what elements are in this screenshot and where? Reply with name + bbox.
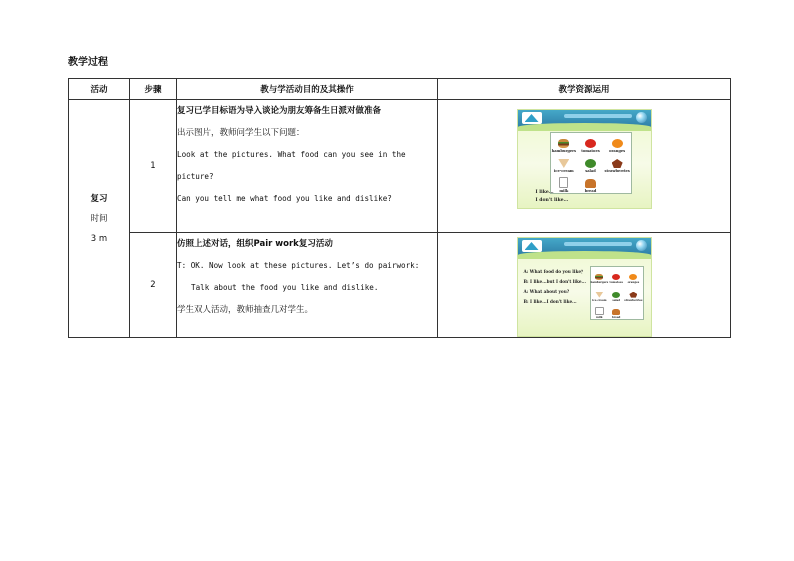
step-heading: 仿照上述对话，组织Pair work复习活动 <box>177 239 333 249</box>
instruction-line: T: OK. Now look at these pictures. Let’s do pairwork: <box>177 261 420 270</box>
orange-icon <box>629 274 637 280</box>
lesson-table <box>68 78 731 338</box>
food-item <box>624 284 642 301</box>
slide-sentence: I like... <box>535 190 554 195</box>
food-label: tomatoes <box>581 149 600 153</box>
step-cell <box>130 233 177 338</box>
bread-icon <box>612 309 620 315</box>
milk-icon <box>559 177 568 188</box>
slide-sentence: A: What about you? <box>523 289 570 294</box>
instruction-line: Look at the pictures. What food can you see in the <box>177 150 406 159</box>
strawberry-icon <box>629 292 637 298</box>
food-item <box>577 153 604 173</box>
globe-icon <box>636 112 647 123</box>
food-label: oranges <box>609 149 626 153</box>
header-operation: 教与学活动目的及其操作 <box>177 79 438 100</box>
food-label: milk <box>596 316 603 319</box>
step-cell <box>130 100 177 233</box>
table-row <box>69 233 731 338</box>
orange-icon <box>612 139 623 148</box>
food-label: hamburgers <box>590 281 609 285</box>
hamburger-icon <box>595 274 603 280</box>
tomato-icon <box>585 139 596 148</box>
globe-icon <box>636 240 647 251</box>
slide-title-strip <box>564 242 632 246</box>
slide-sentence: B: I like...I don't like... <box>523 299 577 304</box>
food-item <box>551 173 578 193</box>
phase-duration: 3 m <box>90 233 108 244</box>
food-label: ice-cream <box>592 298 607 302</box>
ice-cream-icon <box>595 292 603 298</box>
food-slide-thumbnail <box>517 109 652 209</box>
slide-sentence: B: I like...but I don't like... <box>523 279 586 284</box>
phase-time-label: 时间 <box>90 213 108 224</box>
ice-cream-icon <box>558 159 569 168</box>
book-logo-icon <box>522 240 542 252</box>
phase-name: 复习 <box>90 193 108 204</box>
food-label: strawberries <box>604 169 630 173</box>
tomato-icon <box>612 274 620 280</box>
food-picture-grid <box>550 132 632 194</box>
dialogue-slide-thumbnail <box>517 237 652 337</box>
food-label: strawberries <box>624 298 643 302</box>
header-activity: 活动 <box>69 79 130 100</box>
food-item <box>551 133 578 153</box>
header-resource: 教学资源运用 <box>438 79 731 100</box>
food-item <box>591 284 609 301</box>
food-picture-grid <box>590 266 644 320</box>
strawberry-icon <box>612 159 623 168</box>
section-title: 教学过程 <box>68 57 108 68</box>
food-label: hamburgers <box>551 149 577 153</box>
book-logo-icon <box>522 112 542 124</box>
step-number: 2 <box>150 280 156 290</box>
hamburger-icon <box>558 139 569 148</box>
food-item <box>608 284 624 301</box>
slide-header-band <box>518 110 651 127</box>
resource-cell <box>438 233 731 338</box>
operation-cell <box>177 100 438 233</box>
instruction-line: Can you tell me what food you like and dislike? <box>177 194 392 203</box>
instruction-line: picture? <box>177 172 214 181</box>
operation-cell <box>177 233 438 338</box>
food-item <box>577 173 604 193</box>
food-item <box>624 267 642 284</box>
phase-cell <box>69 100 130 338</box>
food-label: milk <box>559 189 569 193</box>
slide-title-strip <box>564 114 632 118</box>
food-item <box>577 133 604 153</box>
step-number: 1 <box>150 161 156 171</box>
food-label: bread <box>584 189 597 193</box>
food-item <box>608 267 624 284</box>
food-item <box>591 267 609 284</box>
instruction-line: Talk about the food you like and dislike. <box>191 283 379 292</box>
bread-icon <box>585 179 596 188</box>
food-label: ice-cream <box>553 169 574 173</box>
slide-header-band <box>518 238 651 255</box>
resource-cell <box>438 100 731 233</box>
food-label: salad <box>612 298 621 302</box>
food-item <box>591 302 609 319</box>
food-item <box>608 302 624 319</box>
food-item <box>604 173 631 193</box>
header-step: 步骤 <box>130 79 177 100</box>
table-row <box>69 100 731 233</box>
header-row <box>69 79 731 100</box>
food-item <box>551 153 578 173</box>
instruction-line: 学生双人活动，教师抽查几对学生。 <box>177 305 314 315</box>
food-item <box>624 302 642 319</box>
food-label: oranges <box>627 281 640 285</box>
step-heading: 复习已学目标语为导入谈论为朋友筹备生日派对做准备 <box>177 106 382 116</box>
slide-sentence: A: What food do you like？ <box>523 269 586 274</box>
salad-icon <box>585 159 596 168</box>
food-label: tomatoes <box>609 281 623 285</box>
food-label: bread <box>612 316 621 319</box>
milk-icon <box>595 307 604 315</box>
food-item <box>604 153 631 173</box>
food-label: salad <box>585 169 596 173</box>
instruction-line: 出示图片，教师问学生以下问题： <box>177 128 305 138</box>
salad-icon <box>612 292 620 298</box>
slide-sentence: I don't like... <box>535 198 569 203</box>
food-item <box>604 133 631 153</box>
